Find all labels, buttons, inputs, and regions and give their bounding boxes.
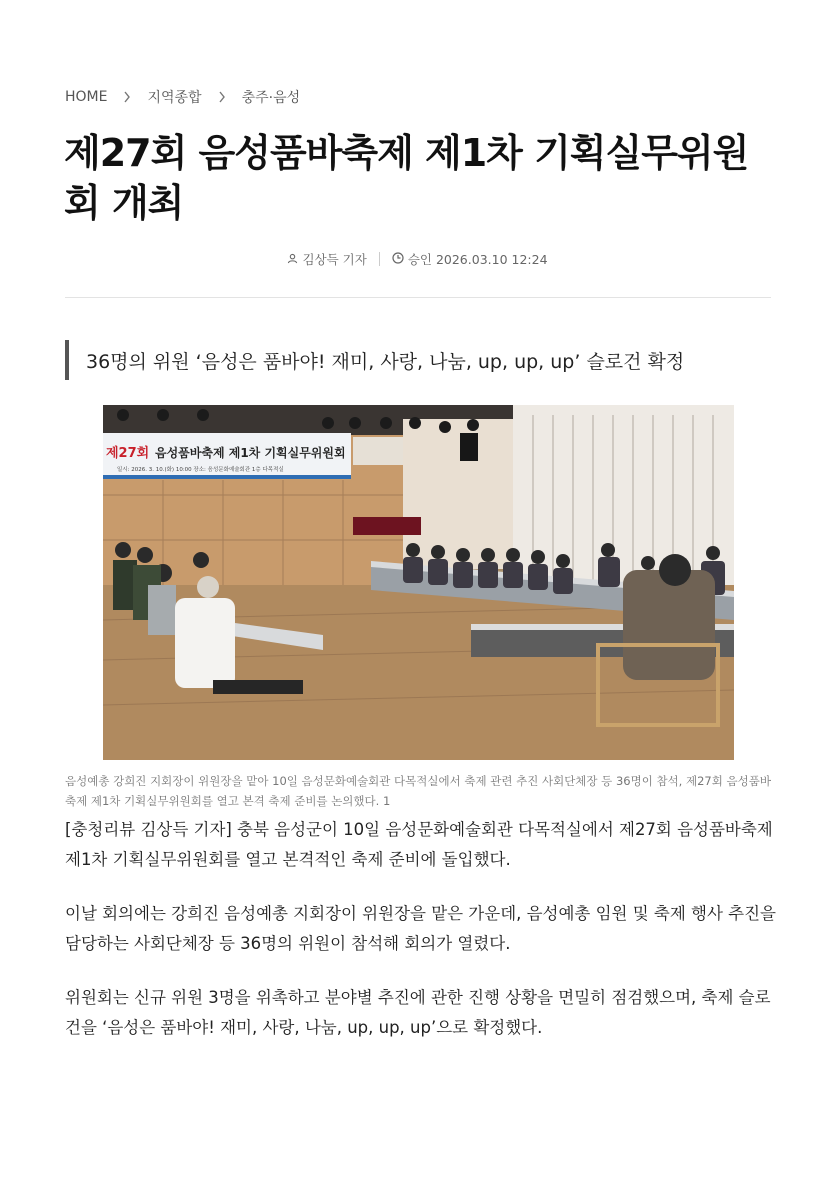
banner-prefix: 제27회 (106, 446, 150, 461)
breadcrumb-subsection[interactable]: 충주·음성 (241, 90, 301, 106)
author-info (287, 250, 366, 268)
meeting-photo-illustration (103, 405, 734, 760)
clock-icon (392, 252, 404, 267)
article-paragraph: 위원회는 신규 위원 3명을 위촉하고 분야별 추진에 관한 진행 상황을 면밀히 점검했으며, 축제 슬로건을 ‘음성은 품바야! 재미, 사랑, 나눔, up, up, up’으로 확정했다. (65, 988, 771, 1037)
breadcrumb-section[interactable]: 지역종합 (147, 90, 202, 106)
author-name[interactable]: 김상득 기자 (302, 252, 367, 267)
header-divider (65, 297, 771, 298)
article-title-line2: 회 개최 (64, 181, 184, 225)
article-title (64, 128, 774, 228)
photo-caption: 음성예총 강희진 지회장이 위원장을 맡아 10일 음성문화예술회관 다목적실에서 축제 관련 추진 사회단체장 등 36명이 참석, 제27회 음성품바축제 제1차 기획실무위원회를 열고 본격 축제 준비를 논의했다. 1 (65, 774, 771, 808)
article-meta (0, 250, 835, 268)
chevron-right-icon (218, 91, 226, 103)
meta-divider (379, 252, 380, 266)
chevron-right-icon (123, 91, 131, 103)
article-photo[interactable] (103, 405, 734, 760)
article-subtitle-text: 36명의 위원 ‘음성은 품바야! 재미, 사랑, 나눔, up, up, up’ 슬로건 확정 (86, 350, 685, 373)
article-title-line1: 제27회 음성품바축제 제1차 기획실무위원 (64, 131, 749, 175)
article-subtitle (65, 340, 771, 380)
banner-main: 음성품바축제 제1차 기획실무위원회 (155, 446, 346, 460)
publish-date: 승인 2026.03.10 12:24 (407, 252, 548, 267)
person-icon (287, 252, 298, 267)
article-paragraph: 이날 회의에는 강희진 음성예총 지회장이 위원장을 맡은 가운데, 음성예총 임원 및 축제 행사 추진을 담당하는 사회단체장 등 36명의 위원이 참석해 회의가 열렸다. (65, 904, 776, 953)
article-paragraph: [충청리뷰 김상득 기자] 충북 음성군이 10일 음성문화예술회관 다목적실에서 제27회 음성품바축제 제1차 기획실무위원회를 열고 본격적인 축제 준비에 돌입했다. (65, 820, 773, 869)
banner-info: 일시: 2026. 3. 10.(화) 10:00 장소: 음성문화예술회관 1층 다목적실 (117, 467, 284, 473)
breadcrumb-home[interactable]: HOME (65, 89, 108, 105)
breadcrumb (65, 86, 300, 108)
publish-info (392, 250, 548, 268)
